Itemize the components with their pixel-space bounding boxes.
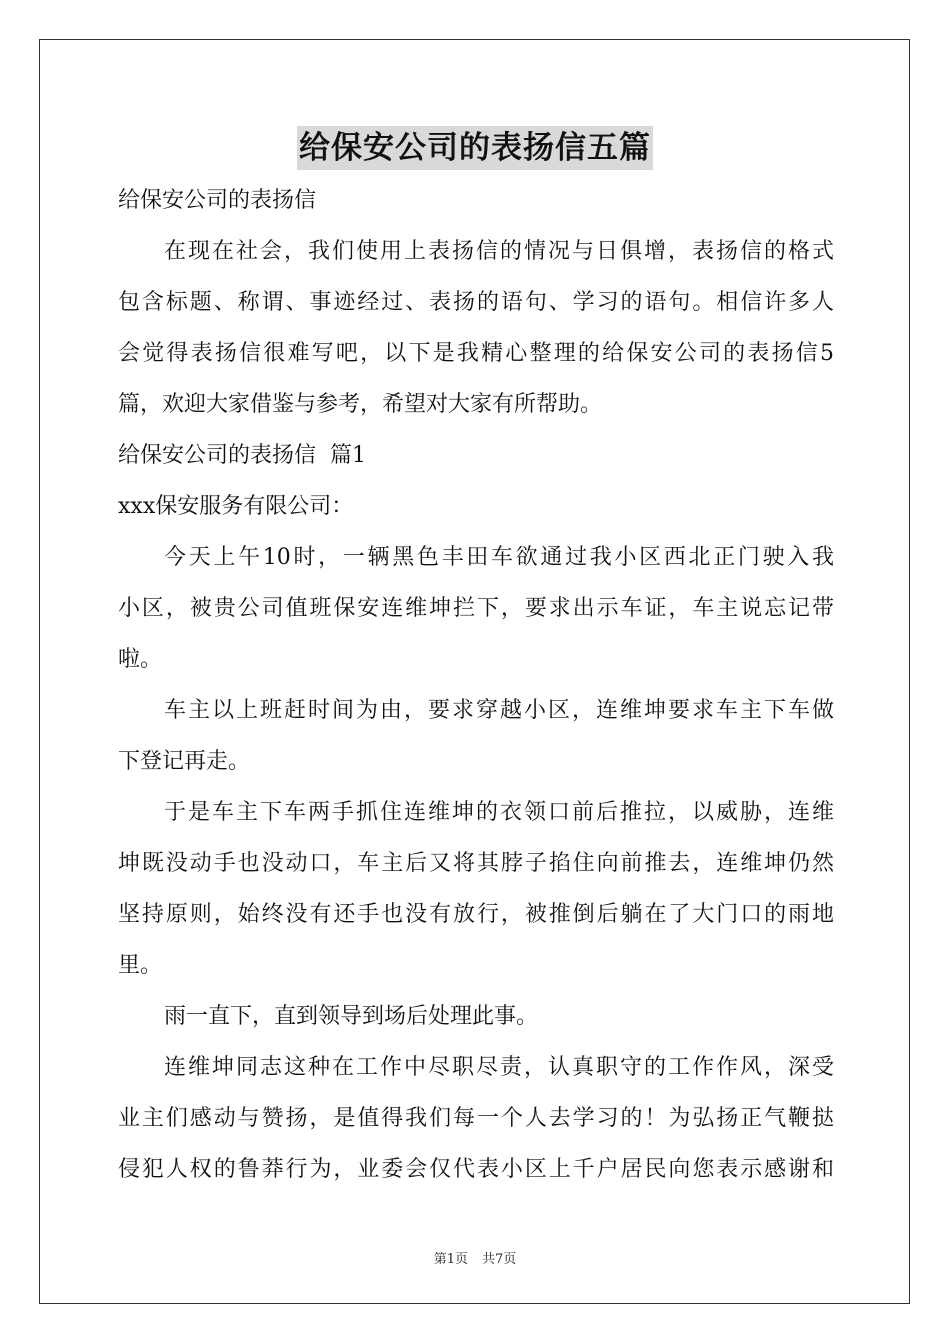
intro-line: 在现在社会，我们使用上表扬信的情况与日俱增，表扬信的格式 [164,239,834,264]
intro-line: 篇，欢迎大家借鉴与参考，希望对大家有所帮助。 [118,392,603,417]
paragraph-line: 啦。 [118,647,163,672]
paragraph-line: 雨一直下，直到领导到场后处理此事。 [164,1004,539,1029]
paragraph-line: 坤既没动手也没动口，车主后又将其脖子掐住向前推去，连维坤仍然 [118,851,834,876]
intro-line: 包含标题、称谓、事迹经过、表扬的语句、学习的语句。相信许多人 [118,290,834,315]
paragraph-line: 今天上午10时，一辆黑色丰田车欲通过我小区西北正门驶入我 [164,545,834,570]
paragraph-line: 侵犯人权的鲁莽行为，业委会仅代表小区上千户居民向您表示感谢和 [118,1157,834,1182]
paragraph-line: 下登记再走。 [118,749,251,774]
intro-line: 会觉得表扬信很难写吧，以下是我精心整理的给保安公司的表扬信5 [118,341,834,366]
page-footer [0,1248,950,1267]
paragraph-line: 车主以上班赶时间为由，要求穿越小区，连维坤要求车主下车做 [164,698,834,723]
page-number: 第1页 [433,1252,468,1267]
salutation: xxx保安服务有限公司： [118,494,354,519]
paragraph-line: 坚持原则，始终没有还手也没有放行，被推倒后躺在了大门口的雨地 [118,902,834,927]
paragraph-line: 于是车主下车两手抓住连维坤的衣领口前后推拉，以威胁，连维 [164,800,834,825]
paragraph-line: 业主们感动与赞扬，是值得我们每一个人去学习的！为弘扬正气鞭挞 [118,1106,834,1131]
section-heading: 给保安公司的表扬信 篇1 [118,443,366,468]
document-body [118,175,834,1195]
paragraph-line: 小区，被贵公司值班保安连维坤拦下，要求出示车证，车主说忘记带 [118,596,834,621]
page-total: 共7页 [482,1252,517,1267]
subtitle: 给保安公司的表扬信 [118,188,317,213]
document-title: 给保安公司的表扬信五篇 [297,126,653,170]
title-container [0,126,950,170]
paragraph-line: 里。 [118,953,163,978]
paragraph-line: 连维坤同志这种在工作中尽职尽责，认真职守的工作作风，深受 [164,1055,834,1080]
